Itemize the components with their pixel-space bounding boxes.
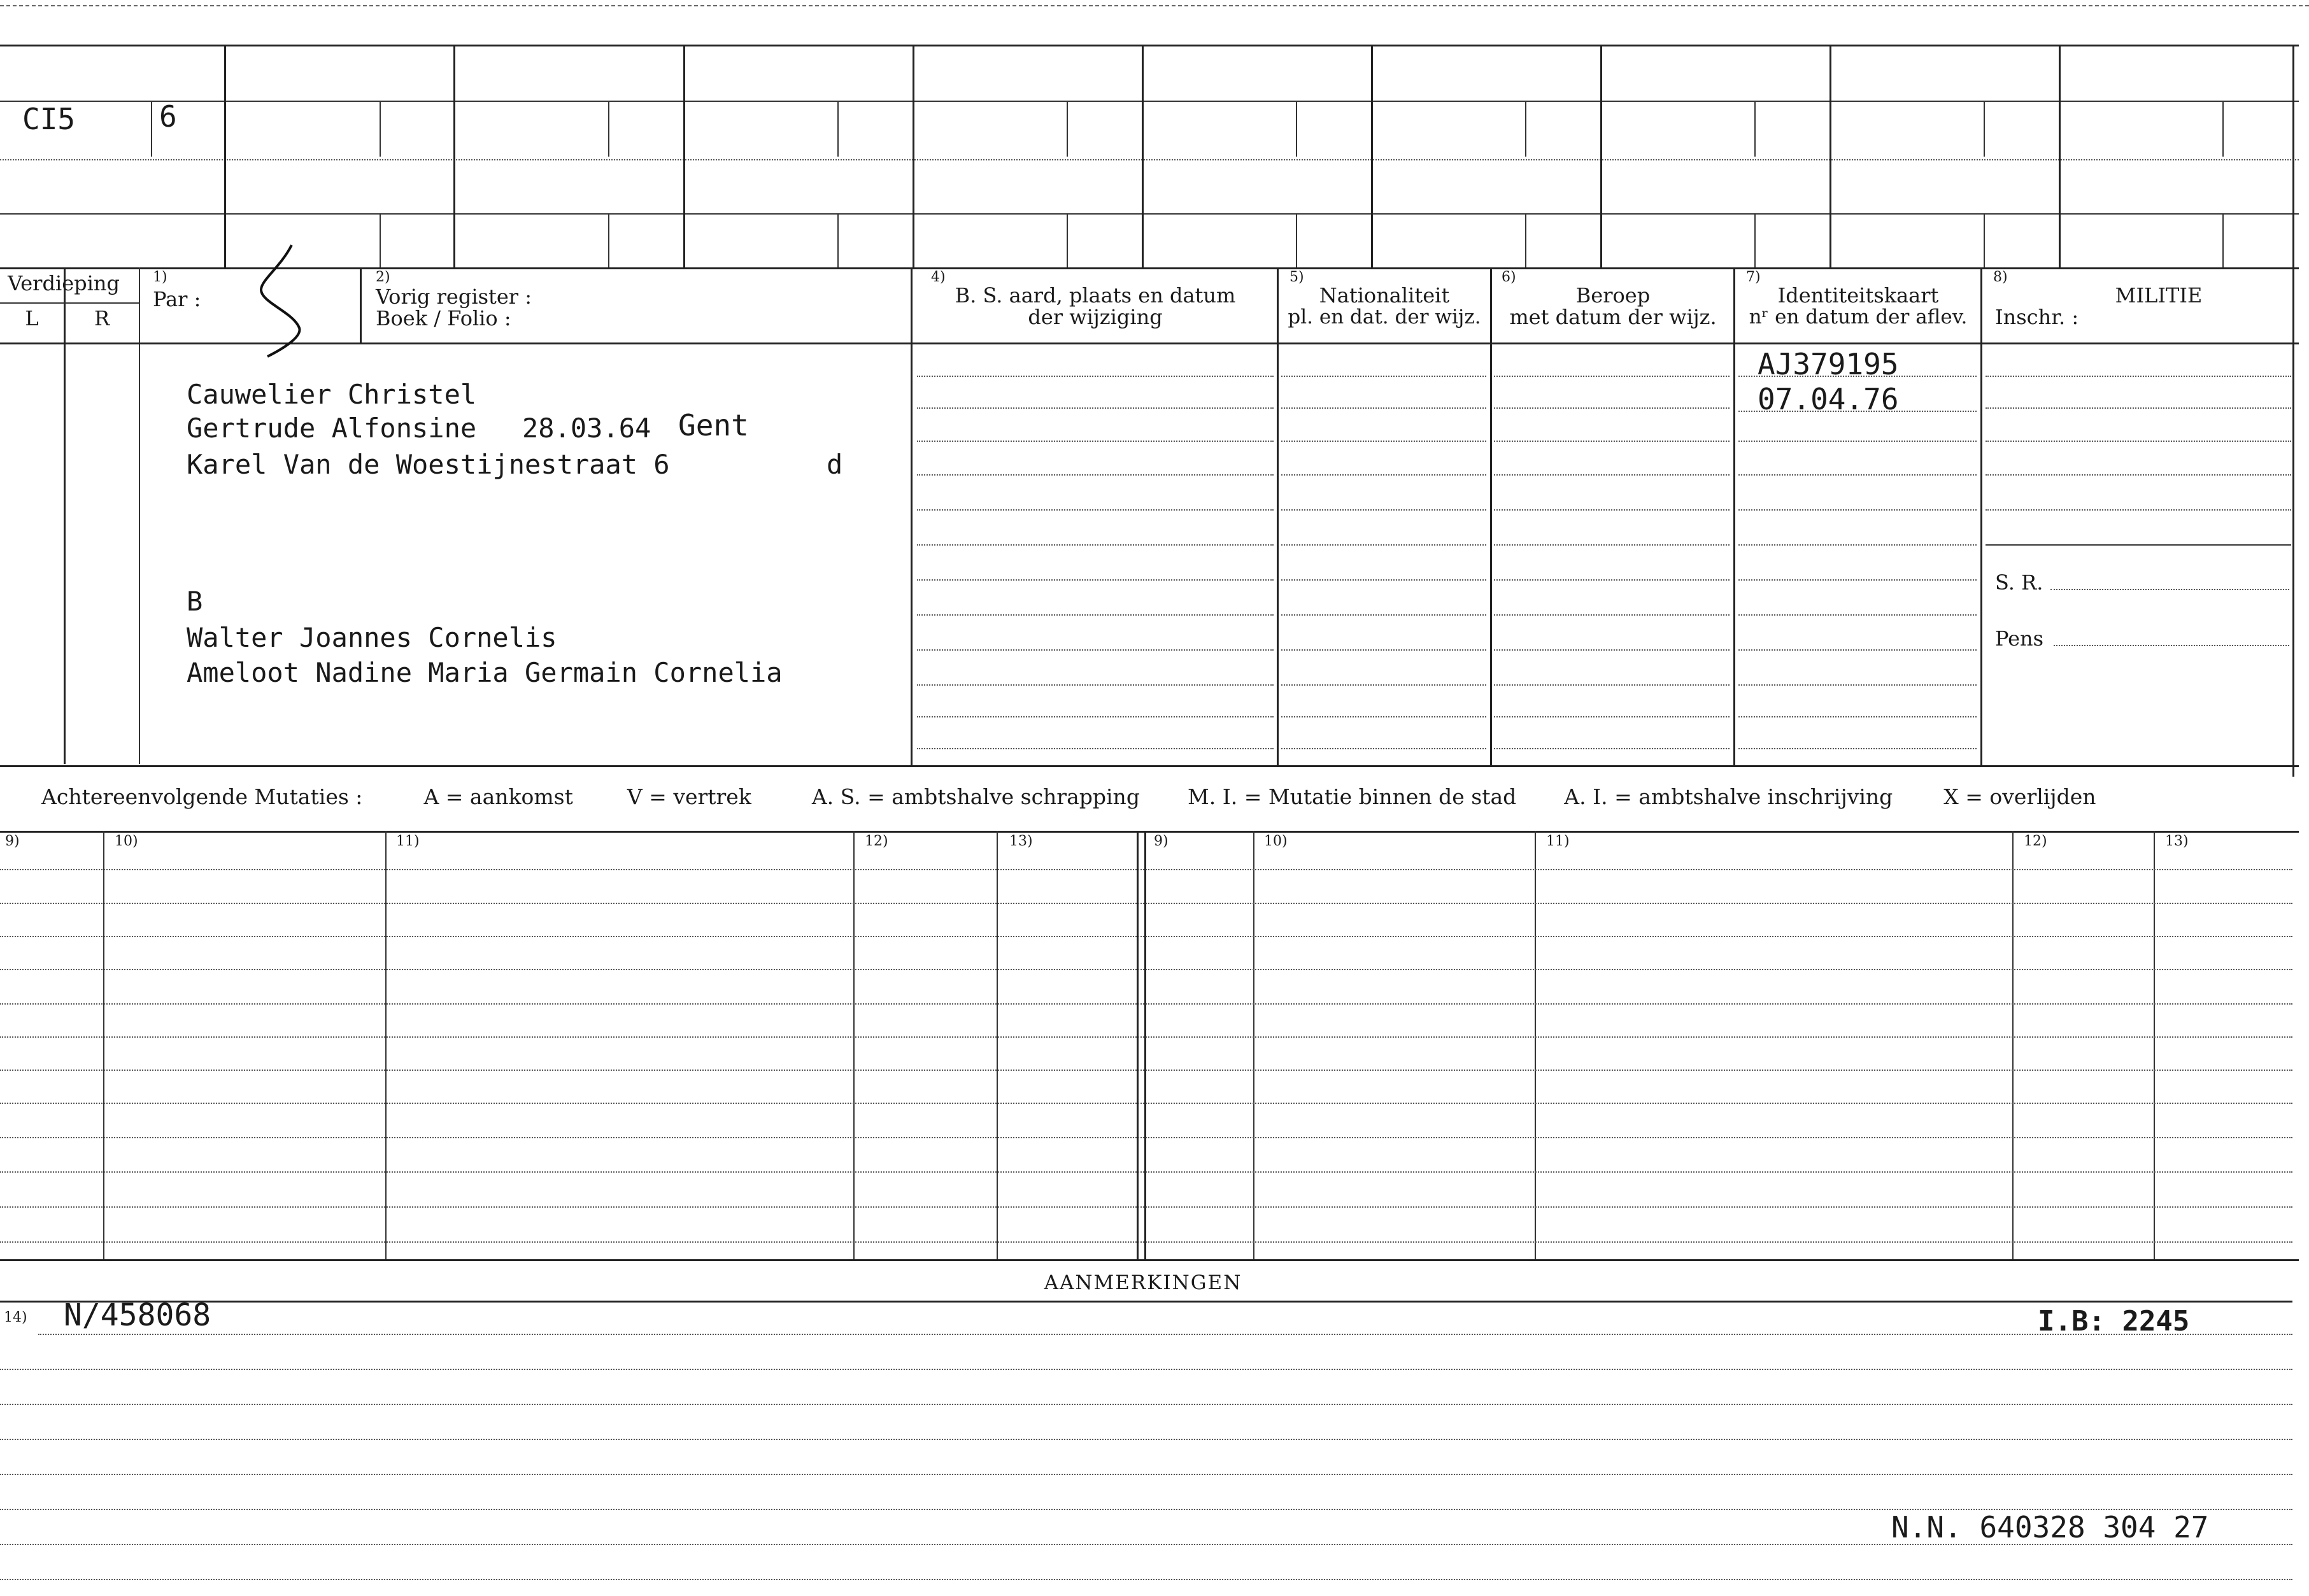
mark-b: B: [187, 586, 203, 617]
father-name: Walter Joannes Cornelis: [187, 622, 557, 653]
remarks-title: AANMERKINGEN: [1044, 1271, 1242, 1294]
col8-number: 8): [1993, 269, 2008, 285]
mother-name: Ameloot Nadine Maria Germain Cornelia: [187, 657, 783, 688]
remarks-ib: I.B: 2245: [2038, 1305, 2190, 1338]
nationality-header-2: pl. en dat. der wijz.: [1288, 306, 1481, 328]
mut-left-col-9: 9): [5, 833, 20, 849]
remarks-national-number: N.N. 640328 304 27: [1891, 1510, 2209, 1544]
mutation-a: A = aankomst: [423, 784, 573, 809]
floor-right: R: [94, 306, 110, 330]
civil-status-header-1: B. S. aard, plaats en datum: [955, 283, 1236, 307]
mutation-mi: M. I. = Mutatie binnen de stad: [1187, 784, 1517, 809]
floor-title: Verdieping: [8, 271, 120, 295]
floor-left: L: [25, 306, 39, 330]
mutations-legend: [41, 784, 2296, 809]
id-card-date: 07.04.76: [1758, 382, 1899, 416]
remarks-number: 14): [4, 1310, 27, 1325]
mut-left-col-10: 10): [115, 833, 138, 849]
militia-sr-label: S. R.: [1995, 570, 2043, 595]
mut-left-col-11: 11): [396, 833, 420, 849]
civil-status-header-2: der wijziging: [1028, 305, 1163, 329]
book-folio-label: Boek / Folio :: [376, 306, 511, 330]
militia-pens-label: Pens: [1995, 626, 2044, 651]
militia-title: MILITIE: [2115, 283, 2203, 307]
register-number: 6: [159, 99, 177, 134]
par-label: Par :: [153, 287, 201, 311]
id-card-number: AJ379195: [1758, 347, 1899, 381]
profession-header-1: Beroep: [1575, 283, 1651, 307]
militia-registration-label: Inschr. :: [1995, 305, 2079, 329]
mutations-title: Achtereenvolgende Mutaties :: [41, 784, 363, 809]
col1-number: 1): [153, 269, 167, 285]
mut-right-col-9: 9): [1154, 833, 1169, 849]
register-code: CI5: [22, 102, 76, 136]
mut-left-col-13: 13): [1009, 833, 1033, 849]
person-name: Cauwelier Christel: [187, 379, 477, 410]
mark-d: d: [827, 449, 843, 480]
person-birth-date: 28.03.64: [522, 413, 651, 444]
mut-left-col-12: 12): [865, 833, 888, 849]
person-first-names: Gertrude Alfonsine: [187, 413, 477, 444]
mutation-ai: A. I. = ambtshalve inschrijving: [1564, 784, 1893, 809]
col4-number: 4): [931, 269, 946, 285]
mutation-x: X = overlijden: [1943, 784, 2096, 809]
mut-right-col-12: 12): [2024, 833, 2047, 849]
col6-number: 6): [1502, 269, 1516, 285]
col7-number: 7): [1746, 269, 1761, 285]
mutation-v: V = vertrek: [627, 784, 751, 809]
col2-number: 2): [376, 269, 390, 285]
person-street: Karel Van de Woestijnestraat 6: [187, 449, 670, 480]
id-card-header-1: Identiteitskaart: [1777, 283, 1939, 307]
profession-header-2: met datum der wijz.: [1509, 305, 1717, 329]
id-card-header-2: nʳ en datum der aflev.: [1749, 306, 1968, 328]
mut-right-col-13: 13): [2165, 833, 2189, 849]
signature-scribble: [242, 242, 331, 363]
remarks-reference: N/458068: [64, 1297, 211, 1333]
previous-register-label: Vorig register :: [376, 285, 532, 309]
mut-right-col-10: 10): [1264, 833, 1288, 849]
mut-right-col-11: 11): [1546, 833, 1570, 849]
person-birth-place: Gent: [678, 408, 749, 442]
nationality-header-1: Nationaliteit: [1319, 283, 1450, 307]
col5-number: 5): [1289, 269, 1304, 285]
mutation-as: A. S. = ambtshalve schrapping: [811, 784, 1140, 809]
